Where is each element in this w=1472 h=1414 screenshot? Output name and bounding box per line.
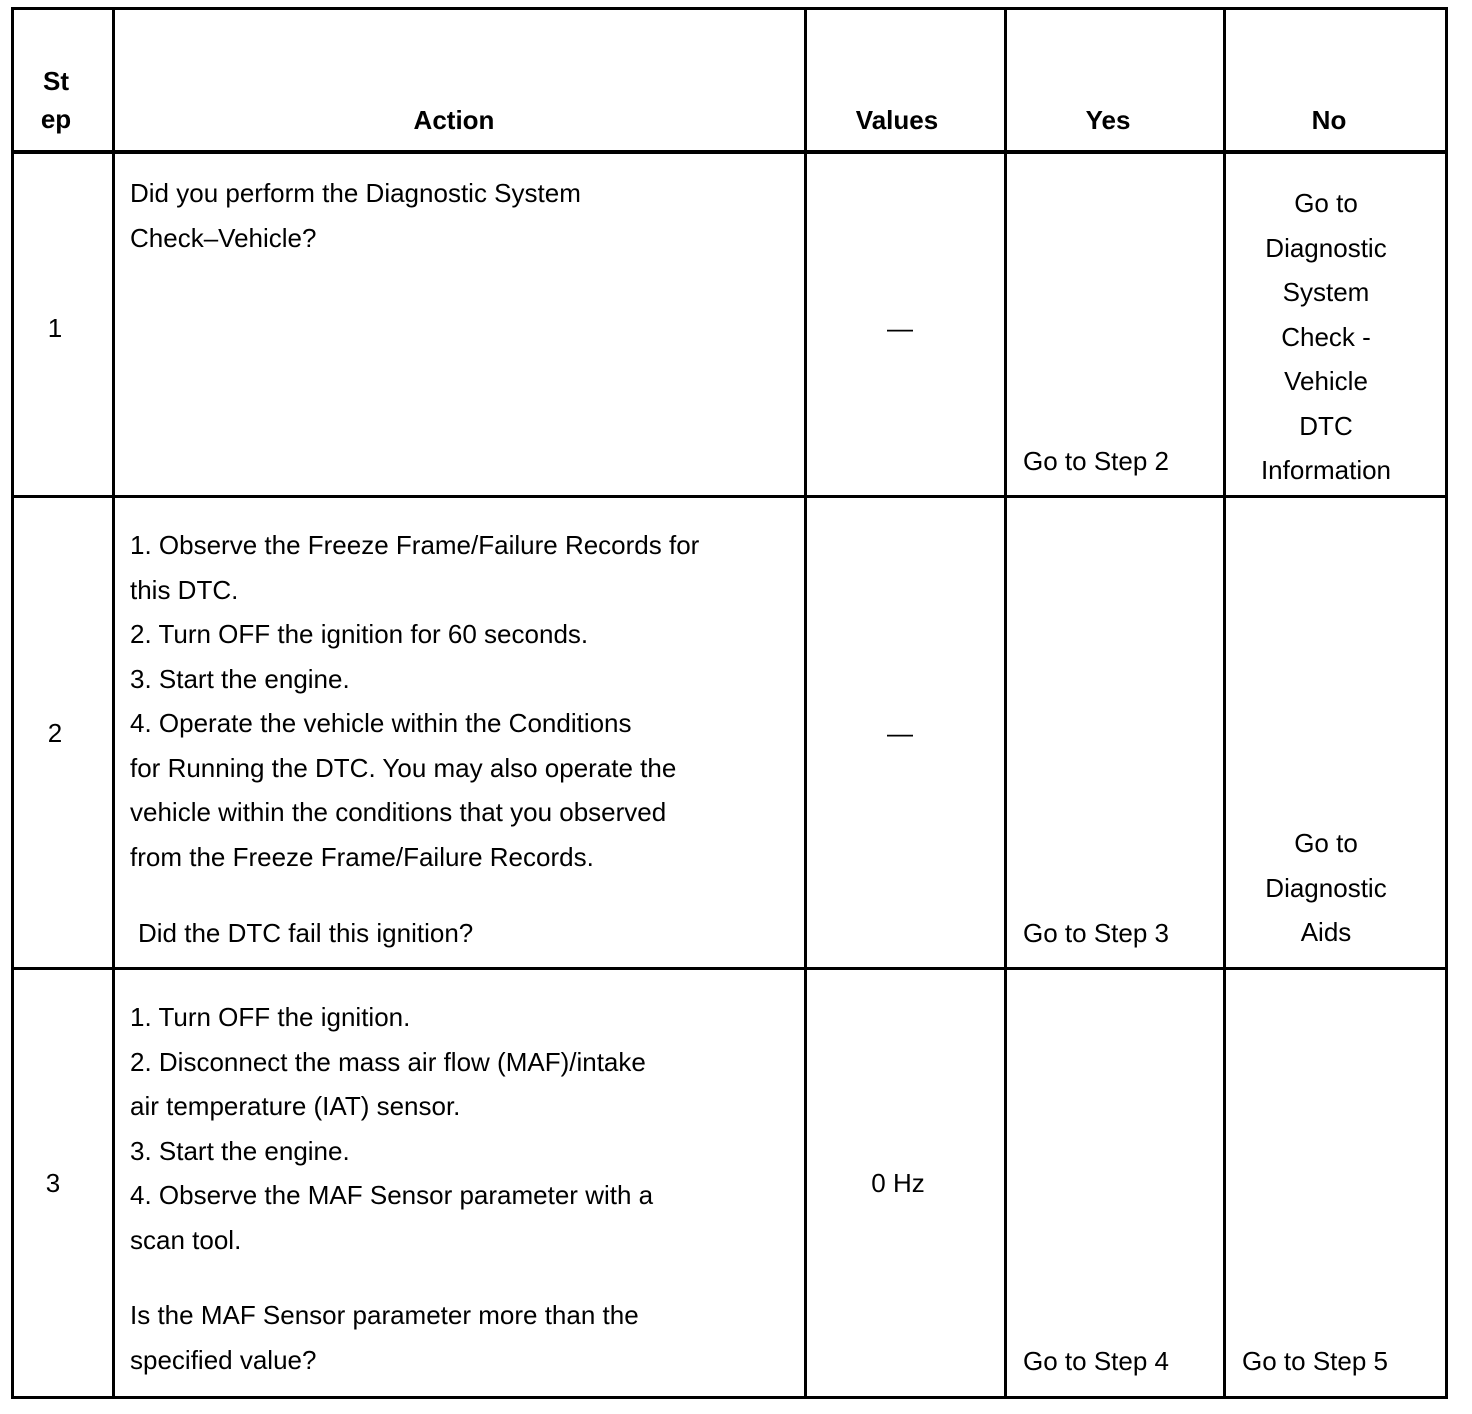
row-divider bbox=[11, 150, 1448, 154]
action-text bbox=[130, 523, 699, 879]
no-link[interactable]: Go to Step 5 bbox=[1242, 1346, 1388, 1376]
action-line: scan tool. bbox=[130, 1224, 242, 1255]
action-line: 3. Start the engine. bbox=[130, 1135, 350, 1166]
column-divider bbox=[1004, 7, 1007, 1399]
header-action: Action bbox=[413, 105, 495, 135]
header-no: No bbox=[1311, 105, 1347, 135]
action-line: 4. Observe the MAF Sensor parameter with a bbox=[130, 1180, 654, 1210]
row-divider bbox=[11, 495, 1448, 498]
no-link[interactable]: Go to Diagnostic System Check - Vehicle DTC Information bbox=[1260, 188, 1392, 485]
yes-link[interactable]: Go to Step 2 bbox=[1023, 446, 1169, 476]
value-cell: — bbox=[887, 313, 913, 343]
column-divider bbox=[804, 7, 807, 1399]
action-text: Did you perform the Diagnostic System Check–Vehicle? bbox=[130, 178, 581, 253]
action-line: vehicle within the conditions that you observed bbox=[130, 797, 667, 827]
header-values: Values bbox=[855, 105, 939, 135]
yes-link[interactable]: Go to Step 3 bbox=[1023, 918, 1169, 948]
no-link[interactable]: Go to Diagnostic Aids bbox=[1265, 828, 1387, 947]
action-line: 4. Operate the vehicle within the Conditions bbox=[130, 708, 632, 738]
step-number: 2 bbox=[47, 718, 63, 748]
action-line: for Running the DTC. You may also operate the bbox=[130, 752, 677, 783]
action-line: 1. Turn OFF the ignition. bbox=[130, 1002, 411, 1032]
value-cell: 0 Hz bbox=[871, 1168, 925, 1198]
header-yes: Yes bbox=[1085, 105, 1131, 135]
yes-link[interactable]: Go to Step 4 bbox=[1023, 1346, 1169, 1376]
value-cell: — bbox=[887, 718, 913, 748]
question-text: Is the MAF Sensor parameter more than the specified value? bbox=[130, 1300, 639, 1375]
action-line: 2. Turn OFF the ignition for 60 seconds. bbox=[130, 619, 589, 649]
column-divider bbox=[1223, 7, 1226, 1399]
action-text bbox=[130, 995, 653, 1262]
action-line: from the Freeze Frame/Failure Records. bbox=[130, 841, 594, 872]
action-line: 3. Start the engine. bbox=[130, 663, 350, 694]
action-line: 1. Observe the Freeze Frame/Failure Records for bbox=[130, 530, 700, 560]
header-step: St ep bbox=[40, 66, 72, 134]
action-line: 2. Disconnect the mass air flow (MAF)/intake bbox=[130, 1046, 646, 1077]
action-line: air temperature (IAT) sensor. bbox=[130, 1091, 461, 1121]
row-divider bbox=[11, 967, 1448, 970]
step-number: 1 bbox=[47, 313, 63, 343]
question-text: Did the DTC fail this ignition? bbox=[138, 918, 474, 948]
step-number: 3 bbox=[45, 1168, 61, 1198]
column-divider bbox=[112, 7, 115, 1399]
action-line: this DTC. bbox=[130, 574, 239, 605]
